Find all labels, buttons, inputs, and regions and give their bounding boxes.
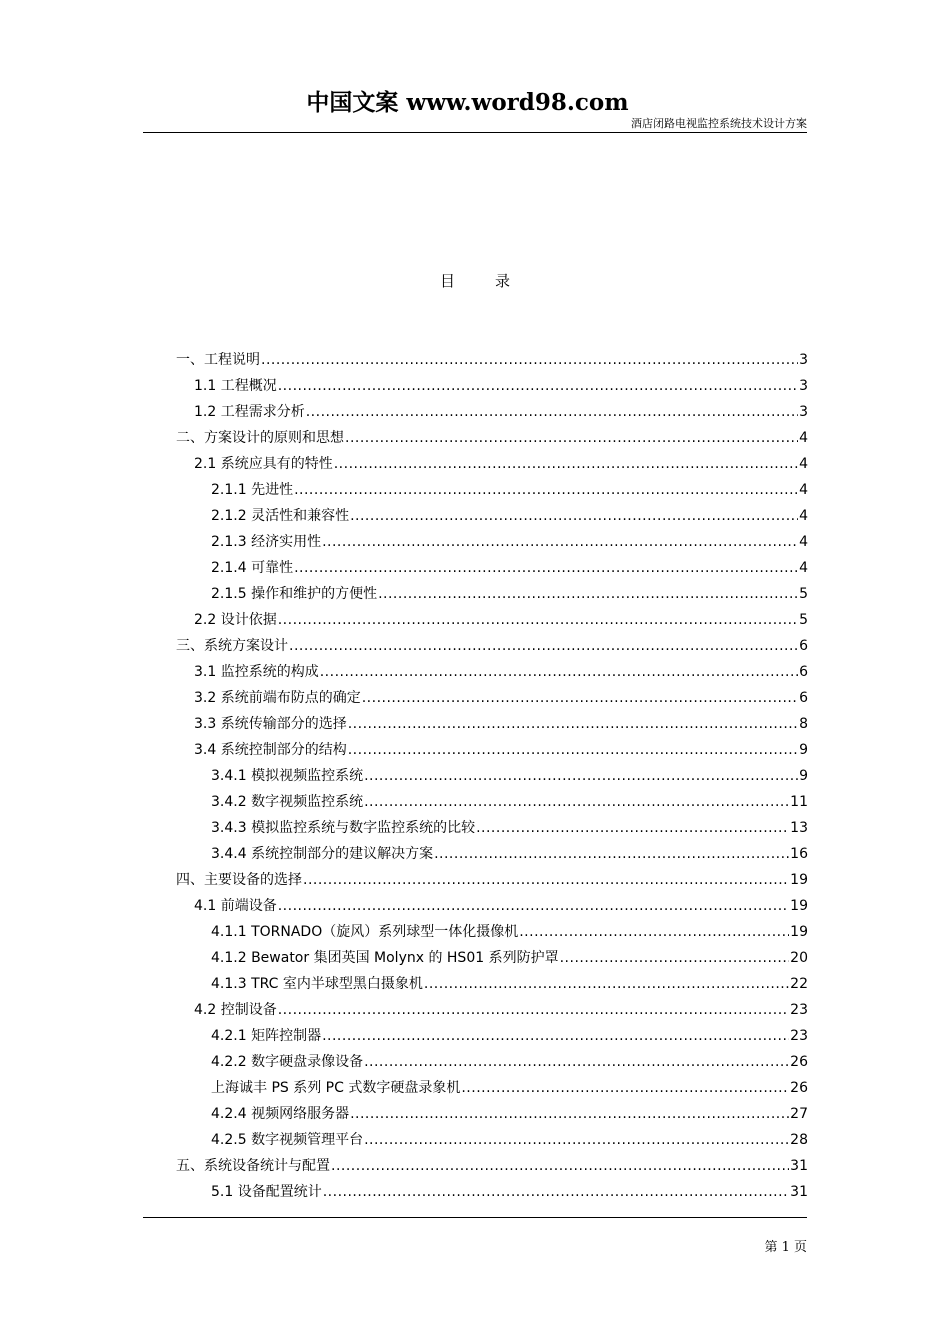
toc-entry[interactable] (176, 893, 808, 919)
toc-entry[interactable] (176, 373, 808, 399)
toc-heading-char-1: 目 (439, 272, 455, 290)
toc-entry-label: 4.1 前端设备 (194, 898, 277, 914)
toc-entry[interactable] (176, 841, 808, 867)
toc-entry-page: 19 (790, 924, 808, 940)
toc-entry[interactable] (176, 451, 808, 477)
toc-entry[interactable] (176, 581, 808, 607)
toc-dot-leader (476, 815, 789, 841)
toc-entry-page: 3 (799, 378, 808, 394)
toc-entry-page: 9 (799, 742, 808, 758)
toc-entry-page: 6 (799, 664, 808, 680)
toc-entry-label: 2.1.5 操作和维护的方便性 (211, 586, 378, 602)
toc-entry-label: 4.2.5 数字视频管理平台 (211, 1132, 364, 1148)
toc-dot-leader (322, 1023, 789, 1049)
toc-entry[interactable] (176, 737, 808, 763)
toc-entry[interactable] (176, 815, 808, 841)
toc-dot-leader (320, 659, 798, 685)
toc-entry-label: 三、系统方案设计 (176, 638, 288, 654)
toc-entry-label: 五、系统设备统计与配置 (176, 1158, 330, 1174)
toc-entry[interactable] (176, 711, 808, 737)
toc-entry-label: 2.1.1 先进性 (211, 482, 294, 498)
toc-entry-page: 4 (799, 482, 808, 498)
toc-entry-label: 3.4.2 数字视频监控系统 (211, 794, 364, 810)
header-subtitle: 酒店闭路电视监控系统技术设计方案 (631, 117, 807, 130)
toc-dot-leader (261, 347, 798, 373)
toc-dot-leader (348, 737, 798, 763)
toc-dot-leader (278, 997, 789, 1023)
toc-entry-page: 28 (790, 1132, 808, 1148)
toc-entry[interactable] (176, 1023, 808, 1049)
toc-dot-leader (424, 971, 789, 997)
toc-entry-label: 2.1.4 可靠性 (211, 560, 294, 576)
toc-dot-leader (378, 581, 798, 607)
toc-heading-char-2: 录 (495, 272, 511, 290)
toc-entry-label: 3.1 监控系统的构成 (194, 664, 319, 680)
toc-entry-page: 19 (790, 898, 808, 914)
toc-entry-page: 27 (790, 1106, 808, 1122)
toc-entry[interactable] (176, 425, 808, 451)
toc-entry-label: 3.4.4 系统控制部分的建议解决方案 (211, 846, 434, 862)
toc-entry[interactable] (176, 399, 808, 425)
toc-dot-leader (294, 477, 798, 503)
toc-entry-page: 8 (799, 716, 808, 732)
toc-dot-leader (348, 711, 798, 737)
toc-entry[interactable] (176, 1075, 808, 1101)
toc-entry-page: 13 (790, 820, 808, 836)
toc-entry[interactable] (176, 529, 808, 555)
table-of-contents (176, 347, 808, 1205)
toc-entry-page: 6 (799, 638, 808, 654)
toc-entry-label: 3.4 系统控制部分的结构 (194, 742, 347, 758)
toc-entry-page: 4 (799, 560, 808, 576)
toc-dot-leader (364, 1127, 789, 1153)
toc-dot-leader (364, 763, 798, 789)
toc-entry-label: 3.4.3 模拟监控系统与数字监控系统的比较 (211, 820, 476, 836)
toc-entry-page: 11 (790, 794, 808, 810)
toc-entry-label: 上海诚丰 PS 系列 PC 式数字硬盘录象机 (211, 1080, 461, 1096)
toc-entry[interactable] (176, 1049, 808, 1075)
toc-entry[interactable] (176, 607, 808, 633)
toc-heading (0, 271, 950, 291)
toc-dot-leader (322, 529, 798, 555)
toc-entry-label: 二、方案设计的原则和思想 (176, 430, 344, 446)
toc-entry-label: 4.2 控制设备 (194, 1002, 277, 1018)
toc-entry[interactable] (176, 867, 808, 893)
toc-entry-label: 2.2 设计依据 (194, 612, 277, 628)
toc-entry[interactable] (176, 555, 808, 581)
toc-entry-page: 9 (799, 768, 808, 784)
toc-entry-page: 26 (790, 1080, 808, 1096)
toc-entry-label: 2.1.3 经济实用性 (211, 534, 322, 550)
toc-dot-leader (306, 399, 798, 425)
toc-entry-page: 22 (790, 976, 808, 992)
toc-entry[interactable] (176, 945, 808, 971)
toc-entry-label: 3.4.1 模拟视频监控系统 (211, 768, 364, 784)
toc-entry-label: 3.2 系统前端布防点的确定 (194, 690, 361, 706)
toc-entry-page: 5 (799, 612, 808, 628)
toc-entry-label: 4.1.3 TRC 室内半球型黑白摄象机 (211, 976, 423, 992)
toc-dot-leader (278, 607, 798, 633)
toc-entry-label: 1.1 工程概况 (194, 378, 277, 394)
toc-dot-leader (519, 919, 789, 945)
toc-dot-leader (294, 555, 798, 581)
toc-dot-leader (289, 633, 798, 659)
toc-entry-label: 一、工程说明 (176, 352, 260, 368)
toc-entry-page: 5 (799, 586, 808, 602)
toc-entry-label: 2.1 系统应具有的特性 (194, 456, 333, 472)
toc-entry[interactable] (176, 919, 808, 945)
toc-entry-page: 19 (790, 872, 808, 888)
toc-entry-page: 31 (790, 1158, 808, 1174)
header-rule (143, 132, 807, 133)
toc-dot-leader (323, 1179, 789, 1205)
toc-entry-page: 6 (799, 690, 808, 706)
toc-entry[interactable] (176, 1101, 808, 1127)
toc-dot-leader (278, 893, 789, 919)
toc-entry[interactable] (176, 789, 808, 815)
toc-dot-leader (461, 1075, 789, 1101)
toc-dot-leader (303, 867, 789, 893)
toc-entry-page: 31 (790, 1184, 808, 1200)
toc-entry[interactable] (176, 763, 808, 789)
toc-dot-leader (364, 789, 789, 815)
toc-dot-leader (331, 1153, 789, 1179)
toc-entry-page: 4 (799, 430, 808, 446)
toc-entry-page: 3 (799, 352, 808, 368)
toc-entry-page: 16 (790, 846, 808, 862)
toc-entry-page: 3 (799, 404, 808, 420)
toc-entry[interactable] (176, 685, 808, 711)
toc-dot-leader (362, 685, 798, 711)
toc-dot-leader (560, 945, 790, 971)
toc-entry-page: 23 (790, 1028, 808, 1044)
toc-dot-leader (278, 373, 798, 399)
toc-entry-label: 四、主要设备的选择 (176, 872, 302, 888)
toc-entry-label: 2.1.2 灵活性和兼容性 (211, 508, 350, 524)
toc-entry[interactable] (176, 1153, 808, 1179)
toc-entry-page: 26 (790, 1054, 808, 1070)
toc-dot-leader (364, 1049, 789, 1075)
toc-entry-label: 4.1.1 TORNADO（旋风）系列球型一体化摄像机 (211, 924, 519, 940)
toc-entry-page: 4 (799, 508, 808, 524)
toc-entry-label: 4.1.2 Bewator 集团英国 Molynx 的 HS01 系列防护罩 (211, 950, 559, 966)
toc-entry-page: 4 (799, 456, 808, 472)
toc-dot-leader (350, 1101, 789, 1127)
toc-entry-label: 4.2.4 视频网络服务器 (211, 1106, 350, 1122)
toc-entry-label: 5.1 设备配置统计 (211, 1184, 322, 1200)
toc-entry-page: 4 (799, 534, 808, 550)
toc-dot-leader (434, 841, 789, 867)
toc-entry-page: 20 (790, 950, 808, 966)
toc-entry[interactable] (176, 477, 808, 503)
toc-entry[interactable] (176, 1127, 808, 1153)
toc-entry-label: 1.2 工程需求分析 (194, 404, 305, 420)
footer-page-number: 第 1 页 (764, 1240, 807, 1255)
toc-dot-leader (350, 503, 798, 529)
toc-entry[interactable] (176, 997, 808, 1023)
toc-entry[interactable] (176, 633, 808, 659)
toc-entry[interactable] (176, 659, 808, 685)
footer-rule (143, 1217, 807, 1218)
toc-entry[interactable] (176, 1179, 808, 1205)
toc-entry[interactable] (176, 971, 808, 997)
toc-entry[interactable] (176, 347, 808, 373)
toc-entry[interactable] (176, 503, 808, 529)
toc-entry-label: 4.2.1 矩阵控制器 (211, 1028, 322, 1044)
toc-entry-label: 4.2.2 数字硬盘录像设备 (211, 1054, 364, 1070)
toc-dot-leader (334, 451, 798, 477)
toc-entry-label: 3.3 系统传输部分的选择 (194, 716, 347, 732)
toc-entry-page: 23 (790, 1002, 808, 1018)
toc-dot-leader (345, 425, 798, 451)
site-title: 中国文案 www.word98.com (306, 89, 629, 116)
